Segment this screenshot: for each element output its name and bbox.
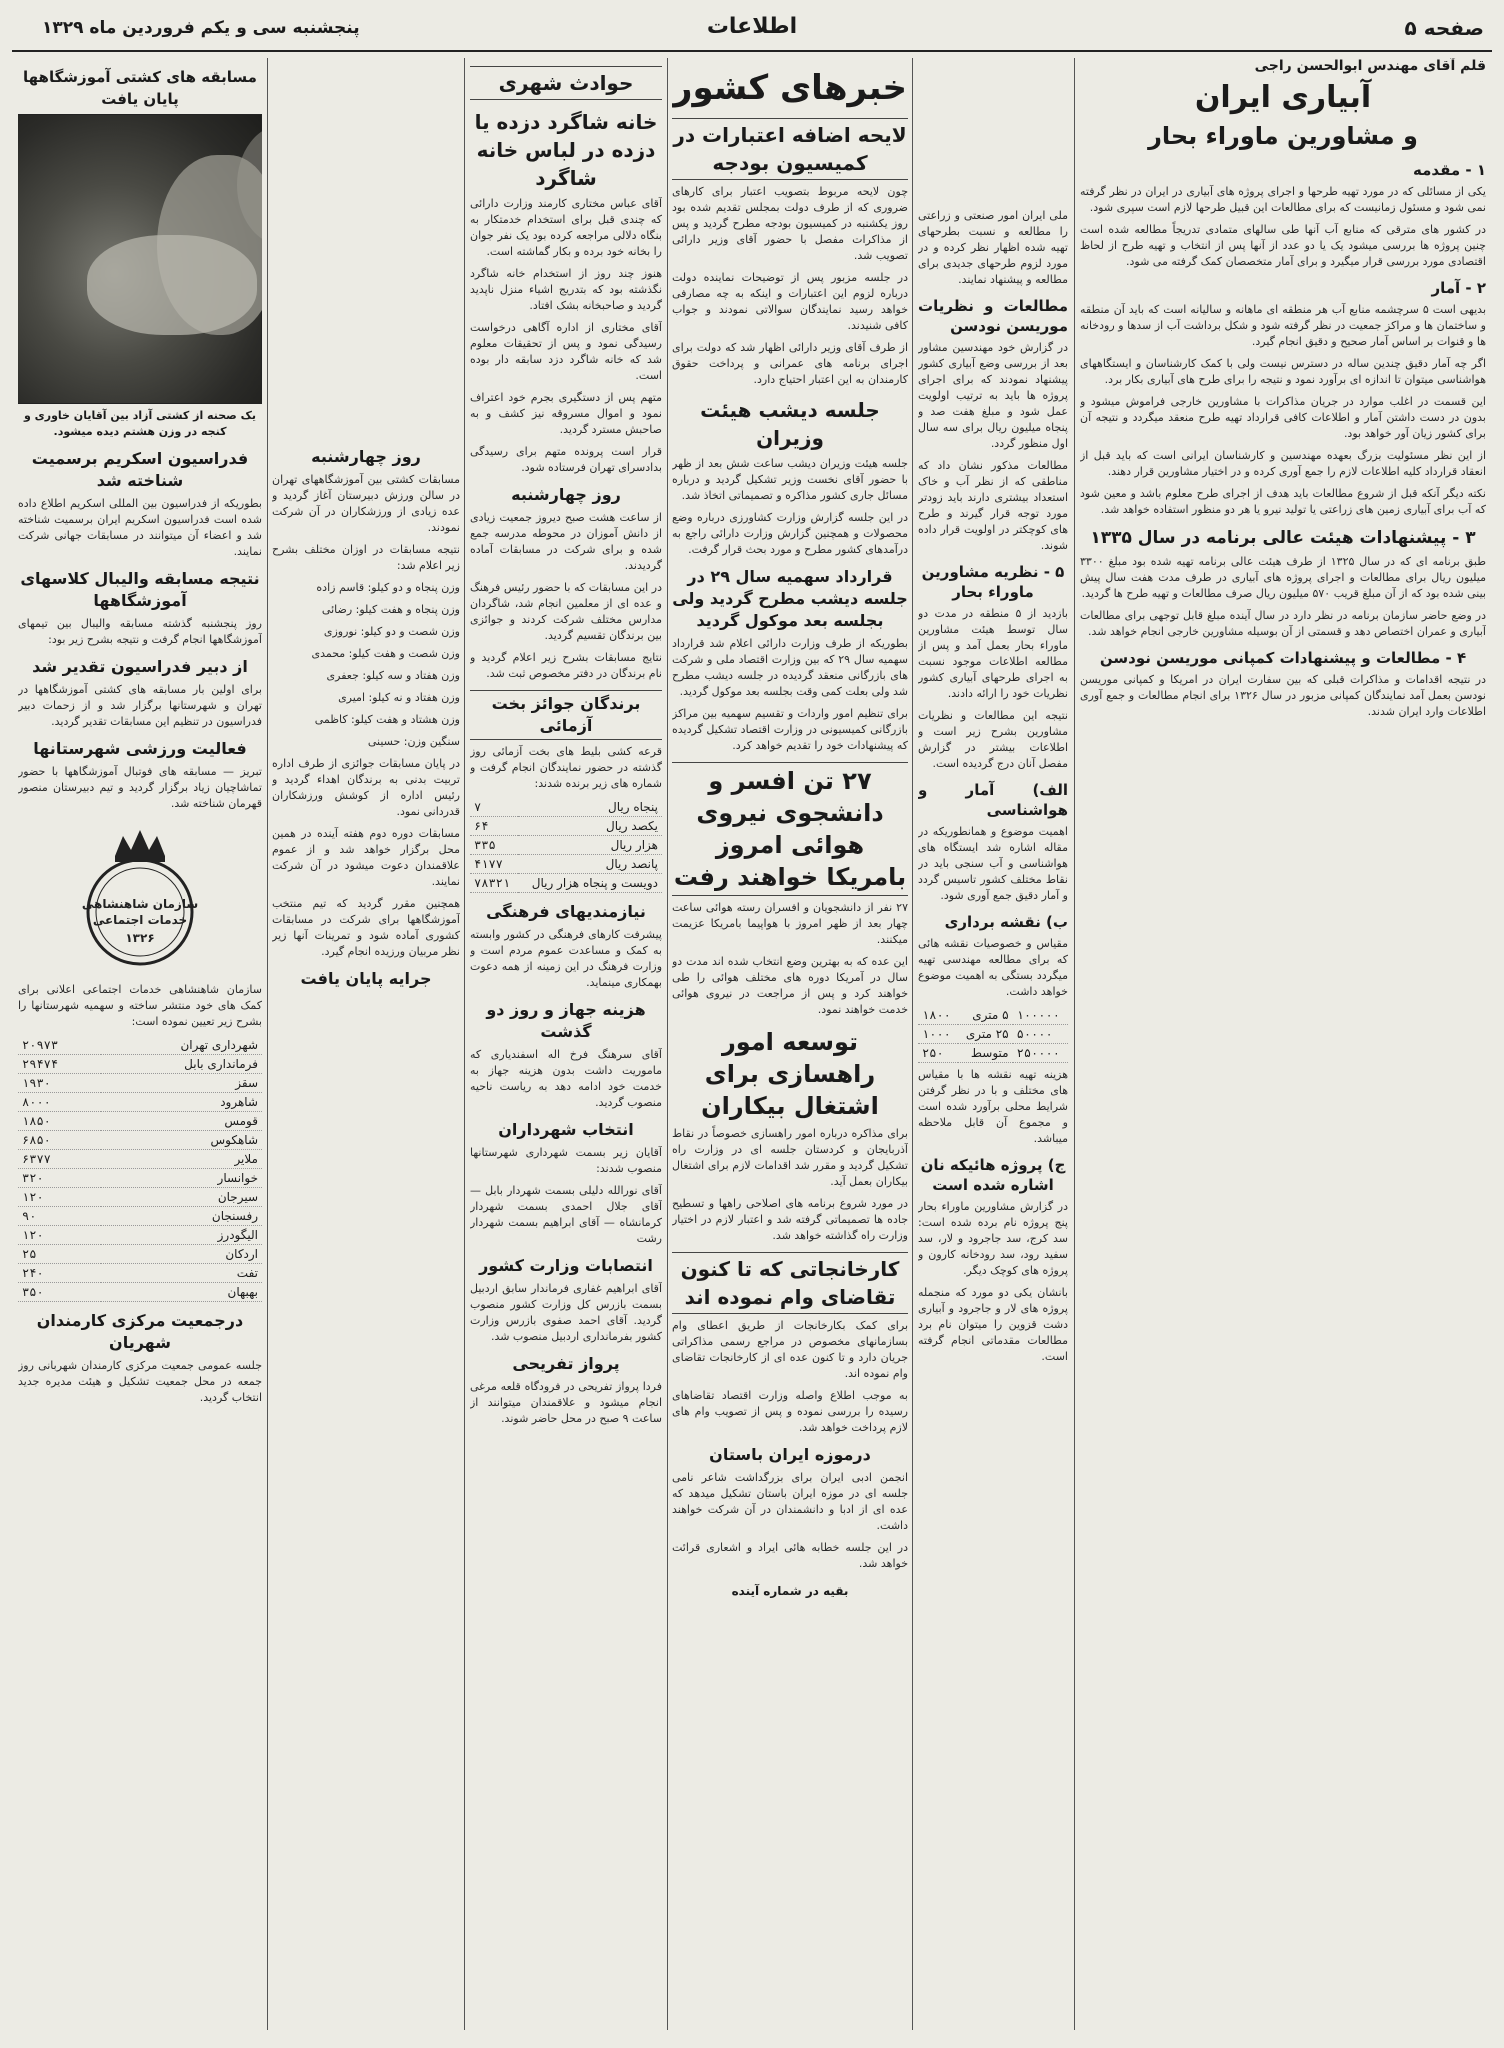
paragraph: ملی ایران امور صنعتی و زراعتی را مطالعه و نسبت بطرحهای تهیه شده اظهار نظر کرده و در مورد لزوم طرحهای جدیدی برای مطالعه و پیشنهاد نمایند. (918, 209, 1068, 286)
table-cell: متوسط (958, 1044, 1013, 1063)
paragraph: از این نظر مسئولیت بزرگ بعهده مهندسین و کارشناسان ایرانی است که باید قبل از انعقاد قرارداد کلیه اطلاعات لازم را جمع آوری کرده و در اختیار مشاورین قرار دهند. (1080, 449, 1486, 478)
table-row (470, 874, 662, 893)
paragraph: آقای عباس مختاری کارمند وزارت دارائی که چندی قبل برای استخدام خدمتکار به بنگاه دلالی مراجعه کرده بود یک نفر جوان را بخانه خود برده و بکار گماشته است. (470, 197, 662, 258)
headline: درموزه ایران باستان (709, 1445, 871, 1464)
table-cell: ۱۲۰ (18, 1226, 101, 1245)
table-cell: ۵ متری (958, 1006, 1013, 1025)
table-cell: ۹۰ (18, 1207, 101, 1226)
headline: روز چهارشنبه (311, 447, 421, 466)
table-row (918, 1044, 1068, 1063)
article-title: آبیاری ایران (1194, 80, 1372, 115)
table-row (918, 1006, 1068, 1025)
article-byline: قلم آقای مهندس ابوالحسن راجی (1254, 58, 1486, 74)
table-cell: رفسنجان (101, 1207, 262, 1226)
paragraph: بدیهی است ۵ سرچشمه منابع آب هر منطقه ای ماهانه و سالیانه است که باید آن منطقه و ساختمان ها و مراکز جمعیت در نظر گرفته شود و شکل برداشت آب از سدها و رودخانه ها و قنوات بر اساس آمار صحیح و دقیق انجام گیرد. (1080, 303, 1486, 348)
table-cell: ۲۵ (18, 1245, 101, 1264)
paragraph: آقای نورالله دلیلی بسمت شهردار بابل — آقای جلال احمدی بسمت شهردار کرمانشاه — آقای ابراهیم بسمت شهردار رشت (470, 1184, 662, 1245)
photo-caption: یک صحنه از کشتی آزاد بین آقایان خاوری و کنجه در وزن هشتم دیده میشود. (24, 409, 256, 438)
paragraph: برای مذاکره درباره امور راهسازی خصوصاً در نقاط آذربایجان و کردستان جلسه ای در وزارت راه تشکیل گردید و مقرر شد اقدامات لازم برای اشتغال بیکاران بعمل آید. (672, 1127, 908, 1188)
emblem-year: ۱۳۲۶ (125, 931, 155, 945)
paragraph: از طرف آقای وزیر دارائی اظهار شد که دولت برای اجرای برنامه های عمرانی و پرداخت حقوق کارمندان به این اعتبار احتیاج دارد. (672, 341, 908, 386)
table-cell: سیرجان (101, 1188, 262, 1207)
paragraph: آقای سرهنگ فرخ اله اسفندیاری که ماموریت داشت بدون هزینه جهاز به خدمت خود ادامه دهد به ریاست ناحیه منصوب گردید. (470, 1048, 662, 1109)
city-news (470, 58, 662, 2030)
table-cell: سقز (101, 1074, 262, 1093)
paragraph: اهمیت موضوع و همانطوریکه در مقاله اشاره شد ایستگاه های هواشناسی و آب سنجی باید در نقاط مختلف کشور تاسیس گردد و آمار دقیق جمع آوری شود. (918, 825, 1068, 902)
newspaper-page (12, 10, 1492, 2040)
paragraph: روز پنجشنبه گذشته مسابقه والیبال بین تیمهای آموزشگاهها انجام گرفت و نتیجه بشرح زیر بود: (18, 617, 262, 646)
table-row (18, 1074, 262, 1093)
paragraph: نتیجه مسابقات در اوزان مختلف بشرح زیر اعلام شد: (272, 543, 460, 572)
paragraph: جلسه عمومی جمعیت مرکزی کارمندان شهربانی روز جمعه در محل جمعیت تشکیل و هیئت مدیره جدید انتخاب گردید. (18, 1359, 262, 1404)
column-rule (464, 58, 465, 2030)
section-heading: ۳ - پیشنهادات هیئت عالی برنامه در سال ۱۳۳۵ (1090, 528, 1476, 548)
table-cell: ۲۹۴۷۴ (18, 1055, 101, 1074)
section-title: حوادث شهری (470, 66, 662, 100)
paragraph: برای کمک بکارخانجات از طریق اعطای وام بسازمانهای مخصوص در مراجع رسمی مذاکراتی جریان دارد و تا کنون عده ای از کارخانجات تقاضای وام نموده اند. (672, 1319, 908, 1380)
result-line: وزن هفتاد و سه کیلو: جعفری (326, 669, 460, 682)
paragraph: جلسه هیئت وزیران دیشب ساعت شش بعد از ظهر با حضور آقای نخست وزیر تشکیل گردید و درباره مسائل جاری کشور مذاکره و تصمیماتی اتخاذ شد. (672, 457, 908, 502)
headline: روز چهارشنبه (511, 485, 621, 504)
table-cell: خوانسار (101, 1169, 262, 1188)
table-row (18, 1112, 262, 1131)
table-cell: دویست و پنجاه هزار ریال (518, 874, 663, 893)
table-cell: ۲۵۰۰۰۰ (1013, 1044, 1068, 1063)
table-row (18, 1150, 262, 1169)
headline: قرارداد سهمیه سال ۲۹ در جلسه دیشب مطرح گردید ولی بجلسه بعد موکول گردید (672, 567, 908, 630)
table-cell: ۴۱۷۷ (470, 855, 518, 874)
paragraph: بطوریکه از طرف وزارت دارائی اعلام شد قرارداد سهمیه سال ۲۹ که بین وزارت اقتصاد ملی و شرکت های بازرگانی منعقد گردیده در جلسه دیشب مطرح شد ولی بعلت کمی وقت بجلسه بعد موکول گردید. (672, 637, 908, 698)
paragraph: بانشان یکی دو مورد که منجمله پروژه های لار و جاجرود و آبیاری دشت قزوین را میتوان نام برد مطالعات مقدماتی انجام گرفته است. (918, 1286, 1068, 1363)
table-cell: ۲۰۹۷۳ (18, 1036, 101, 1055)
table-cell: ۷ (470, 798, 518, 817)
table-row (18, 1055, 262, 1074)
wrestling-photo (18, 114, 262, 404)
table-cell: پنجاه ریال (518, 798, 663, 817)
paragraph: آقای مختاری از اداره آگاهی درخواست رسیدگی نمود و پس از تحقیقات معلوم شد که خانه شاگرد دزد سابقه دار بوده است. (470, 321, 662, 382)
table-cell: شهرداری تهران (101, 1036, 262, 1055)
section-heading: ب) نقشه برداری (944, 913, 1068, 931)
headline: نتیجه مسابقه والیبال کلاسهای آموزشگاهها (20, 569, 260, 610)
table-cell: ۵۰۰۰۰ (1013, 1025, 1068, 1044)
paragraph: مسابقات کشتی بین آموزشگاههای تهران در سالن ورزش دبیرستان آغاز گردید و عده زیادی از ورزشکاران در آن شرکت نمودند. (272, 473, 460, 534)
section-heading: ۴ - مطالعات و پیشنهادات کمپانی موریسن نودسن (1099, 649, 1467, 667)
table-row (18, 1036, 262, 1055)
paragraph: در کشور های مترقی که منابع آب آنها طی سالهای متمادی تدریجاً مطالعه شده است چنین پروژه ها بررسی میشود یک یا دو عدد از آنها پس از انتخاب و تهیه طرح از لحاظ اقتصادی مورد بررسی قرار میگیرد و برای آمار متخصصان کمک گرفته می شود. (1080, 223, 1486, 268)
table-cell: ۳۵۰ (18, 1283, 101, 1302)
table-cell: بهبهان (101, 1283, 262, 1302)
table-row (18, 1169, 262, 1188)
paragraph: به موجب اطلاع واصله وزارت اقتصاد تقاضاهای رسیده را بررسی نموده و پس از تصویب وام های لازم پرداخت خواهد شد. (672, 1389, 908, 1434)
paragraph: پیشرفت کارهای فرهنگی در کشور وابسته به کمک و مساعدت عموم مردم است و وزارت فرهنگ در این زمینه از همه دعوت بهمکاری مینماید. (470, 928, 662, 989)
headline: نیازمندیهای فرهنگی (486, 902, 646, 921)
column-rule (667, 58, 668, 2030)
paragraph: تبریز — مسابقه های فوتبال آموزشگاهها با حضور تماشاچیان زیاد برگزار گردید و تیم دبیرستان منصور قهرمان شناخته شد. (18, 765, 262, 810)
table-cell: الیگودرز (101, 1226, 262, 1245)
crown-emblem-icon (65, 822, 215, 972)
result-line: وزن هشتاد و هفت کیلو: کاظمی (314, 713, 460, 726)
paragraph: نتیجه این مطالعات و نظریات مشاورین بشرح زیر است و اطلاعات بیشتر در گزارش مفصل آنان درج گردیده است. (918, 709, 1068, 770)
paragraph: متهم پس از دستگیری بجرم خود اعتراف نمود و اموال مسروقه نیز کشف و به صاحبش مسترد گردید. (470, 391, 662, 436)
table-cell: ۱۹۳۰ (18, 1074, 101, 1093)
table-cell: ۱۰۰۰ (918, 1025, 958, 1044)
table-cell: ۶۳۷۷ (18, 1150, 101, 1169)
result-line: سنگین وزن: حسینی (367, 735, 460, 748)
table-row (18, 1226, 262, 1245)
table-row (18, 1207, 262, 1226)
paragraph: این عده که به بهترین وضع انتخاب شده اند مدت دو سال در آمریکا دوره های مختلف هوائی را طی خواهند کرد و پس از مراجعت در نیروی هوائی خدمت خواهند نمود. (672, 955, 908, 1016)
headline: انتصابات وزارت کشور (479, 1256, 653, 1275)
paragraph: همچنین مقرر گردید که تیم منتخب آموزشگاهها برای شرکت در مسابقات کشوری آماده شود و تمرینات آنها زیر نظر مربیان ورزیده انجام گیرد. (272, 897, 460, 958)
paragraph: طبق برنامه ای که در سال ۱۳۲۵ از طرف هیئت عالی برنامه تهیه شده بود مبلغ ۳۳۰۰ میلیون ریال برای مطالعات و اجرای پروژه های آبیاری در طرف مدت هفت سال پیش بینی شده بود که از آن مبلغ قریب ۵۷۰ میلیون ریال صرف مطالعات و تهیه طرح ها گردید. (1080, 555, 1486, 600)
paragraph: نتایج مسابقات بشرح زیر اعلام گردید و نام برندگان در دفتر مخصوص ثبت شد. (470, 651, 662, 680)
section-heading: مطالعات و نظریات موریسن نودسن (918, 297, 1068, 335)
continued-note: جرایه پایان یافت (300, 969, 432, 988)
paragraph: در نتیجه اقدامات و مذاکرات قبلی که بین سفارت ایران در امریکا و کمپانی موریسن نودسن بعمل آمد نمایندگان کمپانی مزبور در سال ۱۳۲۶ برای انجام مطالعات و جمع آوری اطلاعات وارد ایران شدند. (1080, 673, 1486, 718)
issue-date: پنجشنبه سی و یکم فروردین ماه ۱۳۲۹ (42, 18, 360, 38)
article-irrigation-continued (918, 58, 1068, 2030)
table-cell: ۷۸۳۲۱ (470, 874, 518, 893)
paragraph: در گزارش مشاورین ماوراء بحار پنج پروژه نام برده شده است: سد کرج، سد جاجرود و لار، سد سفید رود، سد رودخانه کارون و پروژه های کوچک دیگر. (918, 1200, 1068, 1277)
paragraph: مطالعات مذکور نشان داد که مناطقی که از نظر آب و خاک استعداد بیشتری دارند باید زودتر مورد توجه قرار گیرند و طرح های کوچکتر در اولویت قرار داده شوند. (918, 459, 1068, 552)
paragraph: در جلسه مزبور پس از توضیحات نماینده دولت درباره لزوم این اعتبارات و اینکه به چه مصارفی خواهد رسید نمایندگان سوالاتی نمودند و جواب کافی شنیدند. (672, 271, 908, 332)
table-row (18, 1245, 262, 1264)
paragraph: یکی از مسائلی که در مورد تهیه طرحها و اجرای پروژه های آبیاری در ایران در نظر گرفته نمی شود و مسئول زمانیست که برای مطالعات این قبیل طرحها لازم است سپری شود. (1080, 185, 1486, 214)
column-rule (912, 58, 913, 2030)
table-cell: اردکان (101, 1245, 262, 1264)
paragraph: هزینه تهیه نقشه ها با مقیاس های مختلف و با در نظر گرفتن شرایط محلی برآورد شده است و مجموع آن قابل ملاحظه میباشد. (918, 1068, 1068, 1145)
headline: لایحه اضافه اعتبارات در کمیسیون بودجه (672, 118, 908, 180)
paragraph: مسابقات دوره دوم هفته آینده در همین محل برگزار خواهد شد و از عموم علاقمندان دعوت میشود در آن شرکت نمایند. (272, 827, 460, 888)
page-number: صفحه ۵ (1404, 16, 1484, 40)
section-heading: الف) آمار و هواشناسی (918, 781, 1068, 819)
paragraph: در مورد شروع برنامه های اصلاحی راهها و تسطیح جاده ها تصمیماتی گرفته شد و اعتبار لازم در اختیار وزارت راه گذاشته خواهد شد. (672, 1197, 908, 1242)
headline: از دبیر فدراسیون تقدیر شد (32, 657, 248, 676)
paragraph: نکته دیگر آنکه قبل از شروع مطالعات باید هدف از اجرای طرح معلوم باشد و معین شود که آب برای آبیاری زمین های زراعتی یا تولید نیرو یا هر دو منظور استفاده خواهد شد. (1080, 487, 1486, 516)
table-cell: ۳۳۵ (470, 836, 518, 855)
headline: جلسه دیشب هیئت وزیران (700, 398, 880, 450)
headline: هزینه جهاز و روز دو گذشت (486, 1000, 646, 1041)
headline: فعالیت ورزشی شهرستانها (33, 739, 247, 758)
emblem-text: خدمات اجتماعی (92, 913, 188, 927)
table-cell: شاهکوس (101, 1131, 262, 1150)
paragraph: مقیاس و خصوصیات نقشه هائی که برای مطالعه مهندسی تهیه میگردد بستگی به اهمیت موضوع خواهد داشت. (918, 937, 1068, 998)
paragraph: این قسمت در اغلب موارد در جریان مذاکرات با مشاورین خارجی فراموش میشود و بدون در دست داشتن آمار و اطلاعات کافی قرارداد تهیه طرح منعقد میگردد و نتیجه آن برای کشور زیان آور خواهد بود. (1080, 395, 1486, 440)
spacer (272, 58, 460, 438)
social-services-emblem (65, 822, 215, 972)
table-cell: ۱۸۰۰ (918, 1006, 958, 1025)
paragraph: چون لایحه مربوط بتصویب اعتبار برای کارهای ضروری که از طرف دولت بمجلس تقدیم شده بود روز یکشنبه در کمیسیون بودجه مطرح گردید و پس از مذاکرات مفصل با حضور آقای وزیر دارائی تصویب شد. (672, 185, 908, 262)
table-cell: قومس (101, 1112, 262, 1131)
paragraph: در وضع حاضر سازمان برنامه در نظر دارد در سال آینده مبلغ قابل توجهی برای مطالعات آبیاری و عمران اختصاص دهد و قسمتی از آن بوسیله مشاورین خارجی انجام خواهد شد. (1080, 609, 1486, 638)
headline: فدراسیون اسکریم برسمیت شناخته شد (31, 449, 249, 490)
article-irrigation (1080, 58, 1486, 2030)
paragraph: در این مسابقات که با حضور رئیس فرهنگ و عده ای از معلمین انجام شد، شاگردان مدارس مختلف شرکت کردند و جوائزی بین برندگان تقسیم گردید. (470, 581, 662, 642)
table-row (918, 1025, 1068, 1044)
paragraph: فردا پرواز تفریحی در فرودگاه قلعه مرغی انجام میشود و علاقمندان میتوانند از ساعت ۹ صبح در محل حاضر شوند. (470, 1380, 662, 1425)
table-row (18, 1283, 262, 1302)
paragraph: در گزارش خود مهندسین مشاور بعد از بررسی وضع آبیاری کشور پیشنهاد نمودند که برای اجرای پروژه ها باید به ترتیب اولویت عمل شود و مبلغ هفت صد و پنجاه میلیون ریال برای سه سال اول منظور گردد. (918, 341, 1068, 450)
table-cell: ۶۴ (470, 817, 518, 836)
table-row (18, 1188, 262, 1207)
section-heading: ۱ - مقدمه (1413, 161, 1486, 179)
table-cell: ملایر (101, 1150, 262, 1169)
paragraph: در پایان مسابقات جوائزی از طرف اداره تربیت بدنی به برندگان اهداء گردید و رئیس اداره از کوشش ورزشکاران قدردانی نمود. (272, 757, 460, 818)
paragraph: قرار است پرونده متهم برای رسیدگی بدادسرای تهران فرستاده شود. (470, 445, 662, 474)
table-row (470, 855, 662, 874)
table-row (18, 1093, 262, 1112)
headline: پرواز تفریحی (512, 1354, 620, 1373)
headline: انتخاب شهرداران (498, 1120, 634, 1139)
table-row (18, 1131, 262, 1150)
column-rule (267, 58, 268, 2030)
table-cell: ۱۰۰۰۰۰ (1013, 1006, 1068, 1025)
masthead (12, 10, 1492, 52)
paragraph: برای تنظیم امور واردات و تقسیم سهمیه بین مراکز بازرگانی کمیسیونی در وزارت اقتصاد تشکیل گردیده که پیشنهادات خود را تقدیم خواهد کرد. (672, 707, 908, 752)
donations-table (18, 1036, 262, 1302)
paragraph: آقای ابراهیم غفاری فرماندار سابق اردبیل بسمت بازرس کل وزارت کشور منصوب گردید. آقای احمد صفوی بازرس وزارت کشور بفرمانداری اردبیل منصوب شد. (470, 1282, 662, 1343)
headline: برندگان جوائز بخت آزمائی (470, 690, 662, 740)
paragraph: آقایان زیر بسمت شهرداری شهرستانها منصوب شدند: (470, 1146, 662, 1175)
sports-section (18, 58, 262, 2030)
table-cell: یکصد ریال (518, 817, 663, 836)
table-cell: ۸۰۰۰ (18, 1093, 101, 1112)
section-heading: ۲ - آمار (1431, 279, 1486, 297)
newspaper-name: اطلاعات (706, 14, 798, 39)
paragraph: در این جلسه گزارش وزارت کشاورزی درباره وضع محصولات و همچنین گزارش وزارت دارائی راجع به درآمدهای کشور مطرح و مورد بحث قرار گرفت. (672, 511, 908, 556)
table-cell: ۱۲۰ (18, 1188, 101, 1207)
paragraph: در این جلسه خطابه هائی ایراد و اشعاری قرائت خواهد شد. (672, 1541, 908, 1570)
paragraph: برای اولین بار مسابقه های کشتی آموزشگاهها در تهران و شهرستانها برگزار شد و از زحمات دبیر فدراسیون در تنظیم این مسابقات تقدیر گردید. (18, 683, 262, 728)
paragraph: از ساعت هشت صبح دیروز جمعیت زیادی از دانش آموزان در محوطه مدرسه جمع شده و برای شرکت در مسابقات آماده گردیدند. (470, 511, 662, 572)
result-line: وزن شصت و دو کیلو: نوروزی (323, 625, 460, 638)
table-cell: هزار ریال (518, 836, 663, 855)
paragraph: اگر چه آمار دقیق چندین ساله در دسترس نیست ولی با کمک کارشناسان و ایستگاههای هواشناسی میتوان تا اندازه ای برآورد نمود و نتیجه را برای طرح های آبیاری بکار برد. (1080, 357, 1486, 386)
section-title: خبرهای کشور (672, 68, 908, 108)
table-cell: شاهرود (101, 1093, 262, 1112)
table-row (18, 1264, 262, 1283)
headline: درجمعیت مرکزی کارمندان شهریان (36, 1311, 244, 1352)
paragraph: بطوریکه از فدراسیون بین المللی اسکریم اطلاع داده شده است فدراسیون اسکریم ایران برسمیت شناخته شد و اعضاء آن میتوانند در مسابقات جهانی شرکت نمایند. (18, 497, 262, 558)
emblem-text: سازمان شاهنشاهی (81, 897, 199, 911)
article-subtitle: و مشاورین ماوراء بحار (1148, 122, 1418, 150)
headline: توسعه امور راهسازی برای اشتغال بیکاران (701, 1028, 879, 1120)
column-rule (1074, 58, 1075, 2030)
table-row (470, 836, 662, 855)
paragraph: ۲۷ نفر از دانشجویان و افسران رسته هوائی ساعت چهار بعد از ظهر امروز با هواپیما بامریکا عزیمت میکنند. (672, 901, 908, 946)
continued-note: بقیه در شماره آینده (731, 1584, 849, 1598)
table-cell: ۳۲۰ (18, 1169, 101, 1188)
table-row (470, 817, 662, 836)
section-heading: ج) پروژه هائیکه نان اشاره شده است (920, 1156, 1066, 1194)
headline: خانه شاگرد دزده یا دزده در لباس خانه شاگرد (474, 110, 658, 190)
result-line: وزن هفتاد و نه کیلو: امیری (338, 691, 460, 704)
paragraph: هنوز چند روز از استخدام خانه شاگرد نگذشته بود که بتدریج اشیاء منزل ناپدید گردید و صاحبخانه بشک افتاد. (470, 267, 662, 312)
result-line: وزن پنجاه و هفت کیلو: رضائی (321, 603, 460, 616)
lottery-table (470, 798, 662, 893)
paragraph: سازمان شاهنشاهی خدمات اجتماعی اعلانی برای کمک های خود منتشر ساخته و سهمیه شهرستانها را بشرح زیر تعیین نموده است: (18, 983, 262, 1028)
table-cell: ۲۵ متری (958, 1025, 1013, 1044)
table-row (470, 798, 662, 817)
table-cell: ۲۵۰ (918, 1044, 958, 1063)
headline: کارخانجاتی که تا کنون تقاضای وام نموده اند (672, 1252, 908, 1314)
result-line: وزن شصت و هفت کیلو: محمدی (311, 647, 460, 660)
national-news (672, 58, 908, 2030)
wrestling-results (272, 58, 460, 2030)
headline: مسابقه های کشتی آموزشگاهها پایان یافت (23, 68, 257, 108)
table-cell: تفت (101, 1264, 262, 1283)
result-line: وزن پنجاه و دو کیلو: قاسم زاده (316, 581, 460, 594)
paragraph: بازدید از ۵ منطقه در مدت دو سال توسط هیئت مشاورین ماوراء بحار بعمل آمد و پس از مطالعه اطلاعات موجود نسبت به اجرای طرحهای آبیاری کشور نظریات خود را ارائه دادند. (918, 607, 1068, 700)
table-cell: ۱۸۵۰ (18, 1112, 101, 1131)
map-scale-table (918, 1006, 1068, 1063)
table-cell: ۲۴۰ (18, 1264, 101, 1283)
section-heading: ۵ - نظریه مشاورین ماوراء بحار (921, 563, 1065, 601)
paragraph: انجمن ادبی ایران برای بزرگداشت شاعر نامی جلسه ای در موزه ایران باستان تشکیل میدهد که عده ای از ادبا و دانشمندان در آن شرکت خواهند داشت. (672, 1471, 908, 1532)
table-cell: پانصد ریال (518, 855, 663, 874)
table-cell: ۶۸۵۰ (18, 1131, 101, 1150)
paragraph: قرعه کشی بلیط های بخت آزمائی روز گذشته در حضور نمایندگان انجام گرفت و شماره های زیر برنده شدند: (470, 745, 662, 790)
headline: ۲۷ تن افسر و دانشجوی نیروی هوائی امروز بامریکا خواهند رفت (672, 762, 908, 896)
table-cell: فرمانداری بابل (101, 1055, 262, 1074)
photo-figure (87, 235, 257, 335)
